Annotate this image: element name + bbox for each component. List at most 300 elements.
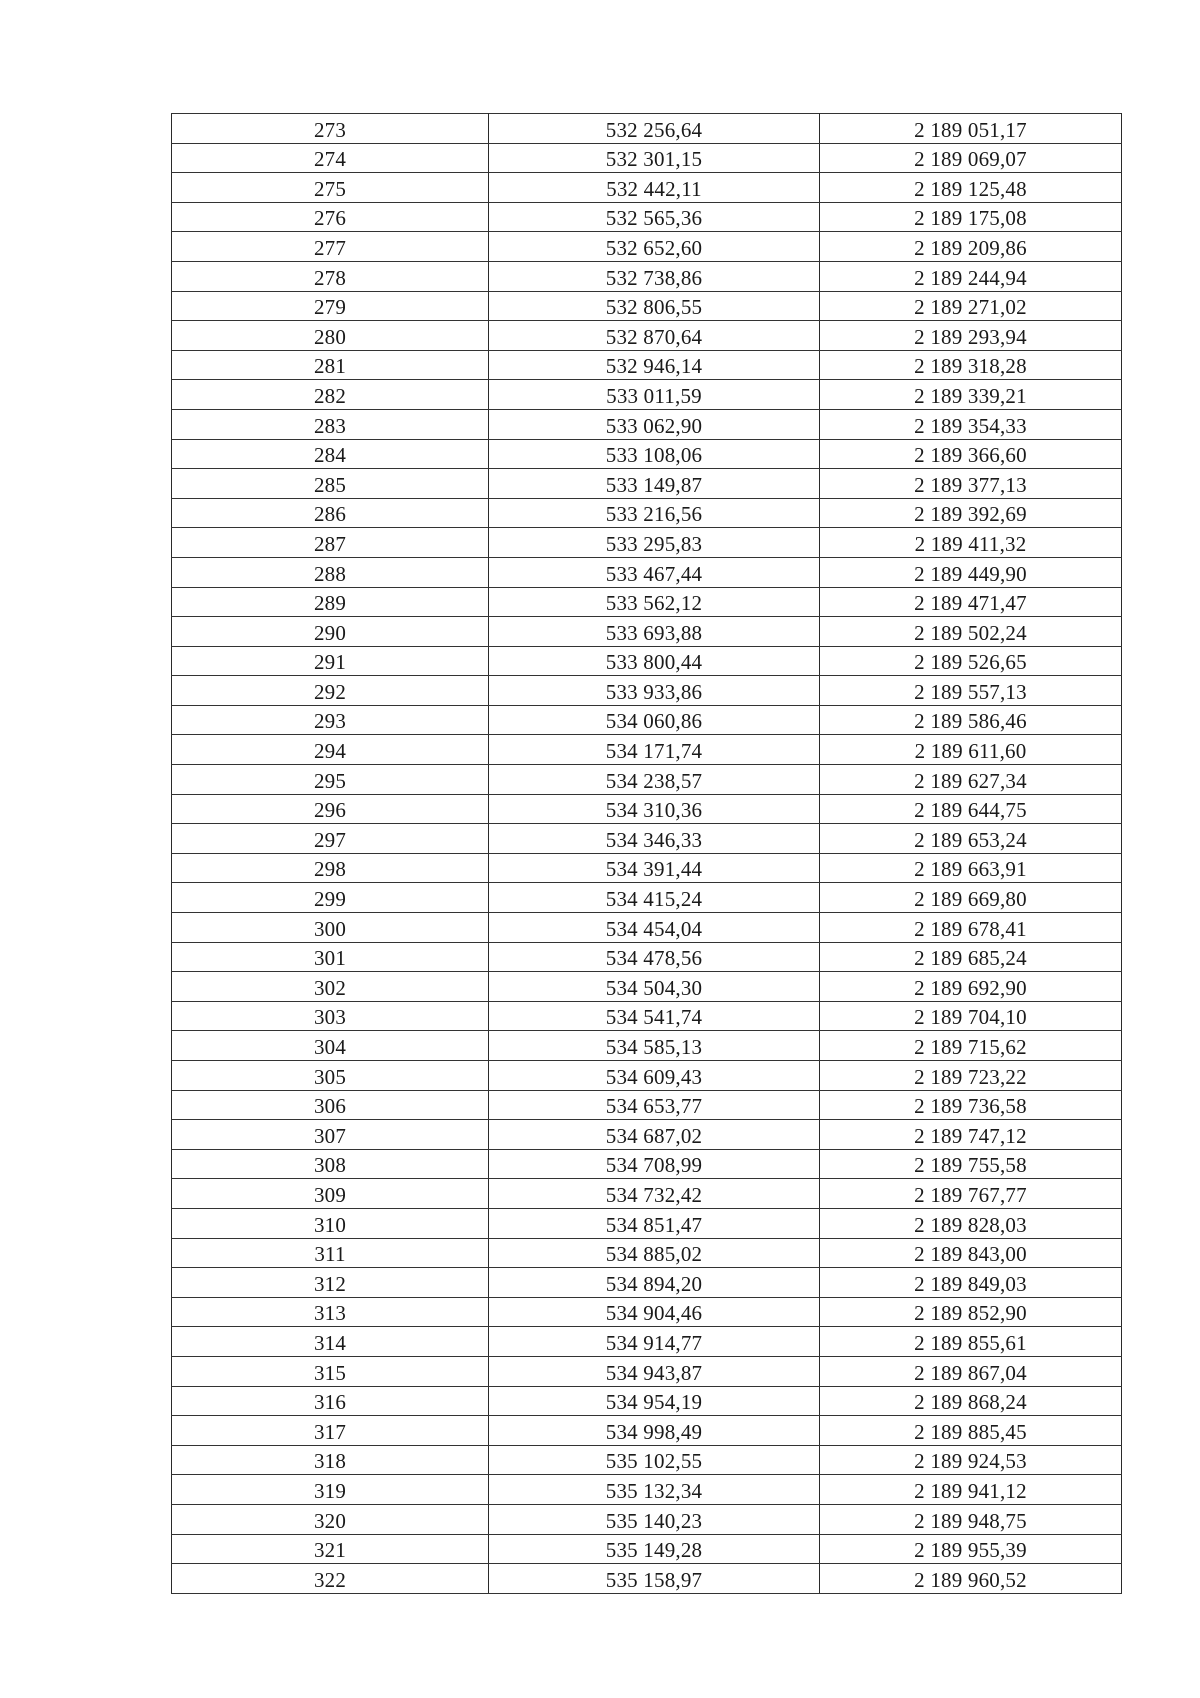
point-number-cell — [172, 1268, 489, 1298]
table-row — [172, 143, 1122, 173]
x-coordinate-cell — [489, 705, 820, 735]
cell-text: 319 — [313, 1478, 347, 1503]
point-number-cell — [172, 853, 489, 883]
point-number-cell — [172, 498, 489, 528]
x-coordinate-cell — [489, 232, 820, 262]
y-coordinate-cell — [820, 1120, 1122, 1150]
x-coordinate-cell — [489, 1090, 820, 1120]
x-coordinate-cell — [489, 261, 820, 291]
cell-text: 314 — [313, 1330, 347, 1355]
table-row — [172, 972, 1122, 1002]
point-number-cell — [172, 1297, 489, 1327]
x-coordinate-cell — [489, 1208, 820, 1238]
cell-text: 307 — [313, 1123, 347, 1148]
table-row — [172, 1416, 1122, 1446]
cell-text: 2 189 855,61 — [914, 1330, 1027, 1355]
point-number-cell — [172, 794, 489, 824]
cell-text: 534 687,02 — [605, 1123, 703, 1148]
y-coordinate-cell — [820, 557, 1122, 587]
table-row — [172, 1564, 1122, 1594]
cell-text: 532 565,36 — [605, 206, 703, 231]
point-number-cell — [172, 557, 489, 587]
cell-text: 313 — [313, 1301, 347, 1326]
cell-text: 534 504,30 — [605, 975, 703, 1000]
point-number-cell — [172, 617, 489, 647]
cell-text: 321 — [313, 1538, 347, 1563]
x-coordinate-cell — [489, 735, 820, 765]
y-coordinate-cell — [820, 1268, 1122, 1298]
y-coordinate-cell — [820, 824, 1122, 854]
y-coordinate-cell — [820, 1386, 1122, 1416]
cell-text: 2 189 366,60 — [914, 443, 1027, 468]
x-coordinate-cell — [489, 143, 820, 173]
coordinates-table-body — [172, 114, 1122, 1594]
table-row — [172, 913, 1122, 943]
x-coordinate-cell — [489, 1534, 820, 1564]
cell-text: 534 851,47 — [605, 1212, 703, 1237]
y-coordinate-cell — [820, 972, 1122, 1002]
cell-text: 299 — [313, 887, 347, 912]
cell-text: 532 870,64 — [605, 324, 703, 349]
cell-text: 2 189 755,58 — [914, 1153, 1027, 1178]
cell-text: 535 149,28 — [605, 1538, 703, 1563]
x-coordinate-cell — [489, 1356, 820, 1386]
cell-text: 318 — [313, 1449, 347, 1474]
y-coordinate-cell — [820, 913, 1122, 943]
y-coordinate-cell — [820, 350, 1122, 380]
y-coordinate-cell — [820, 173, 1122, 203]
cell-text: 535 132,34 — [605, 1478, 703, 1503]
x-coordinate-cell — [489, 883, 820, 913]
y-coordinate-cell — [820, 1001, 1122, 1031]
cell-text: 2 189 411,32 — [914, 531, 1027, 556]
table-row — [172, 1031, 1122, 1061]
point-number-cell — [172, 321, 489, 351]
point-number-cell — [172, 291, 489, 321]
y-coordinate-cell — [820, 1090, 1122, 1120]
cell-text: 294 — [313, 739, 347, 764]
x-coordinate-cell — [489, 1061, 820, 1091]
cell-text: 533 693,88 — [605, 620, 703, 645]
x-coordinate-cell — [489, 321, 820, 351]
cell-text: 2 189 209,86 — [914, 235, 1027, 260]
y-coordinate-cell — [820, 321, 1122, 351]
table-row — [172, 824, 1122, 854]
table-row — [172, 528, 1122, 558]
cell-text: 295 — [313, 768, 347, 793]
cell-text: 534 391,44 — [605, 857, 703, 882]
x-coordinate-cell — [489, 853, 820, 883]
cell-text: 2 189 955,39 — [914, 1538, 1027, 1563]
cell-text: 534 238,57 — [605, 768, 703, 793]
cell-text: 297 — [313, 827, 347, 852]
x-coordinate-cell — [489, 1564, 820, 1594]
cell-text: 316 — [313, 1390, 347, 1415]
cell-text: 532 946,14 — [605, 354, 703, 379]
cell-text: 283 — [313, 413, 347, 438]
cell-text: 2 189 723,22 — [914, 1064, 1027, 1089]
cell-text: 2 189 715,62 — [914, 1035, 1027, 1059]
table-row — [172, 291, 1122, 321]
cell-text: 532 256,64 — [605, 117, 703, 142]
point-number-cell — [172, 1445, 489, 1475]
point-number-cell — [172, 824, 489, 854]
table-row — [172, 1001, 1122, 1031]
cell-text: 2 189 678,41 — [914, 916, 1027, 941]
cell-text: 534 894,20 — [605, 1271, 703, 1296]
y-coordinate-cell — [820, 1149, 1122, 1179]
cell-text: 282 — [313, 383, 347, 408]
y-coordinate-cell — [820, 794, 1122, 824]
cell-text: 2 189 069,07 — [914, 147, 1027, 172]
cell-text: 2 189 586,46 — [914, 709, 1027, 734]
cell-text: 2 189 244,94 — [914, 265, 1027, 290]
y-coordinate-cell — [820, 942, 1122, 972]
cell-text: 533 149,87 — [605, 472, 703, 497]
cell-text: 304 — [313, 1035, 347, 1059]
cell-text: 535 158,97 — [605, 1567, 703, 1592]
point-number-cell — [172, 587, 489, 617]
table-row — [172, 1208, 1122, 1238]
cell-text: 2 189 852,90 — [914, 1301, 1027, 1326]
cell-text: 2 189 653,24 — [914, 827, 1027, 852]
cell-text: 535 102,55 — [605, 1449, 703, 1474]
x-coordinate-cell — [489, 557, 820, 587]
cell-text: 2 189 271,02 — [914, 295, 1027, 320]
table-row — [172, 1356, 1122, 1386]
table-row — [172, 765, 1122, 795]
table-row — [172, 646, 1122, 676]
cell-text: 273 — [313, 117, 347, 142]
y-coordinate-cell — [820, 705, 1122, 735]
cell-text: 2 189 669,80 — [914, 887, 1027, 912]
cell-text: 534 585,13 — [605, 1035, 703, 1059]
y-coordinate-cell — [820, 469, 1122, 499]
point-number-cell — [172, 114, 489, 144]
cell-text: 287 — [313, 531, 347, 556]
table-row — [172, 1090, 1122, 1120]
point-number-cell — [172, 676, 489, 706]
cell-text: 534 609,43 — [605, 1064, 703, 1089]
x-coordinate-cell — [489, 1149, 820, 1179]
cell-text: 2 189 747,12 — [914, 1123, 1027, 1148]
y-coordinate-cell — [820, 498, 1122, 528]
y-coordinate-cell — [820, 439, 1122, 469]
x-coordinate-cell — [489, 1327, 820, 1357]
x-coordinate-cell — [489, 1031, 820, 1061]
table-row — [172, 232, 1122, 262]
cell-text: 276 — [313, 206, 347, 231]
x-coordinate-cell — [489, 972, 820, 1002]
cell-text: 292 — [313, 679, 347, 704]
cell-text: 2 189 377,13 — [914, 472, 1027, 497]
point-number-cell — [172, 469, 489, 499]
cell-text: 534 541,74 — [605, 1005, 703, 1030]
table-row — [172, 676, 1122, 706]
x-coordinate-cell — [489, 1504, 820, 1534]
cell-text: 534 708,99 — [605, 1153, 703, 1178]
y-coordinate-cell — [820, 1179, 1122, 1209]
x-coordinate-cell — [489, 380, 820, 410]
table-row — [172, 942, 1122, 972]
cell-text: 310 — [313, 1212, 347, 1237]
table-row — [172, 1061, 1122, 1091]
table-row — [172, 794, 1122, 824]
y-coordinate-cell — [820, 1297, 1122, 1327]
cell-text: 2 189 663,91 — [914, 857, 1027, 882]
cell-text: 533 933,86 — [605, 679, 703, 704]
point-number-cell — [172, 1179, 489, 1209]
cell-text: 2 189 843,00 — [914, 1242, 1027, 1267]
y-coordinate-cell — [820, 143, 1122, 173]
y-coordinate-cell — [820, 202, 1122, 232]
cell-text: 315 — [313, 1360, 347, 1385]
cell-text: 534 954,19 — [605, 1390, 703, 1415]
x-coordinate-cell — [489, 1416, 820, 1446]
cell-text: 532 652,60 — [605, 235, 703, 260]
cell-text: 2 189 611,60 — [914, 739, 1027, 764]
cell-text: 322 — [313, 1567, 347, 1592]
cell-text: 2 189 948,75 — [914, 1508, 1027, 1533]
table-row — [172, 705, 1122, 735]
cell-text: 284 — [313, 443, 347, 468]
cell-text: 534 914,77 — [605, 1330, 703, 1355]
point-number-cell — [172, 1416, 489, 1446]
cell-text: 2 189 175,08 — [914, 206, 1027, 231]
point-number-cell — [172, 765, 489, 795]
cell-text: 2 189 125,48 — [914, 176, 1027, 201]
y-coordinate-cell — [820, 291, 1122, 321]
y-coordinate-cell — [820, 1356, 1122, 1386]
cell-text: 2 189 339,21 — [914, 383, 1027, 408]
y-coordinate-cell — [820, 617, 1122, 647]
x-coordinate-cell — [489, 114, 820, 144]
cell-text: 2 189 736,58 — [914, 1094, 1027, 1119]
x-coordinate-cell — [489, 350, 820, 380]
cell-text: 2 189 557,13 — [914, 679, 1027, 704]
cell-text: 534 346,33 — [605, 827, 703, 852]
table-row — [172, 1238, 1122, 1268]
x-coordinate-cell — [489, 676, 820, 706]
point-number-cell — [172, 1386, 489, 1416]
cell-text: 2 189 526,65 — [914, 650, 1027, 675]
y-coordinate-cell — [820, 735, 1122, 765]
y-coordinate-cell — [820, 1504, 1122, 1534]
cell-text: 534 171,74 — [605, 739, 703, 764]
x-coordinate-cell — [489, 824, 820, 854]
table-row — [172, 853, 1122, 883]
cell-text: 288 — [313, 561, 347, 586]
x-coordinate-cell — [489, 794, 820, 824]
y-coordinate-cell — [820, 587, 1122, 617]
x-coordinate-cell — [489, 913, 820, 943]
cell-text: 533 062,90 — [605, 413, 703, 438]
x-coordinate-cell — [489, 1386, 820, 1416]
y-coordinate-cell — [820, 1061, 1122, 1091]
cell-text: 534 943,87 — [605, 1360, 703, 1385]
point-number-cell — [172, 1534, 489, 1564]
x-coordinate-cell — [489, 202, 820, 232]
point-number-cell — [172, 972, 489, 1002]
point-number-cell — [172, 232, 489, 262]
cell-text: 309 — [313, 1182, 347, 1207]
cell-text: 2 189 849,03 — [914, 1271, 1027, 1296]
point-number-cell — [172, 942, 489, 972]
cell-text: 533 800,44 — [605, 650, 703, 675]
point-number-cell — [172, 705, 489, 735]
x-coordinate-cell — [489, 469, 820, 499]
table-row — [172, 1445, 1122, 1475]
x-coordinate-cell — [489, 1120, 820, 1150]
cell-text: 301 — [313, 946, 347, 971]
point-number-cell — [172, 409, 489, 439]
y-coordinate-cell — [820, 1564, 1122, 1594]
cell-text: 2 189 685,24 — [914, 946, 1027, 971]
point-number-cell — [172, 528, 489, 558]
cell-text: 285 — [313, 472, 347, 497]
x-coordinate-cell — [489, 1445, 820, 1475]
cell-text: 2 189 960,52 — [914, 1567, 1027, 1592]
point-number-cell — [172, 1149, 489, 1179]
table-row — [172, 350, 1122, 380]
cell-text: 275 — [313, 176, 347, 201]
cell-text: 302 — [313, 975, 347, 1000]
cell-text: 533 562,12 — [605, 591, 703, 616]
cell-text: 2 189 767,77 — [914, 1182, 1027, 1207]
cell-text: 281 — [313, 354, 347, 379]
cell-text: 532 442,11 — [606, 176, 702, 201]
cell-text: 535 140,23 — [605, 1508, 703, 1533]
cell-text: 2 189 051,17 — [914, 117, 1027, 142]
cell-text: 2 189 627,34 — [914, 768, 1027, 793]
cell-text: 308 — [313, 1153, 347, 1178]
table-row — [172, 617, 1122, 647]
cell-text: 2 189 941,12 — [914, 1478, 1027, 1503]
cell-text: 534 998,49 — [605, 1419, 703, 1444]
cell-text: 293 — [313, 709, 347, 734]
table-row — [172, 380, 1122, 410]
cell-text: 274 — [313, 147, 347, 172]
x-coordinate-cell — [489, 1001, 820, 1031]
point-number-cell — [172, 883, 489, 913]
cell-text: 534 310,36 — [605, 798, 703, 823]
table-row — [172, 1120, 1122, 1150]
cell-text: 2 189 644,75 — [914, 798, 1027, 823]
y-coordinate-cell — [820, 676, 1122, 706]
x-coordinate-cell — [489, 587, 820, 617]
cell-text: 533 216,56 — [605, 502, 703, 527]
cell-text: 534 732,42 — [605, 1182, 703, 1207]
cell-text: 280 — [313, 324, 347, 349]
table-row — [172, 1327, 1122, 1357]
y-coordinate-cell — [820, 765, 1122, 795]
cell-text: 298 — [313, 857, 347, 882]
point-number-cell — [172, 1120, 489, 1150]
table-row — [172, 202, 1122, 232]
y-coordinate-cell — [820, 232, 1122, 262]
x-coordinate-cell — [489, 291, 820, 321]
table-row — [172, 1268, 1122, 1298]
point-number-cell — [172, 380, 489, 410]
x-coordinate-cell — [489, 498, 820, 528]
table-row — [172, 409, 1122, 439]
cell-text: 289 — [313, 591, 347, 616]
y-coordinate-cell — [820, 646, 1122, 676]
cell-text: 306 — [313, 1094, 347, 1119]
cell-text: 291 — [313, 650, 347, 675]
cell-text: 2 189 867,04 — [914, 1360, 1027, 1385]
y-coordinate-cell — [820, 409, 1122, 439]
cell-text: 533 295,83 — [605, 531, 703, 556]
point-number-cell — [172, 1001, 489, 1031]
point-number-cell — [172, 261, 489, 291]
y-coordinate-cell — [820, 1534, 1122, 1564]
y-coordinate-cell — [820, 261, 1122, 291]
point-number-cell — [172, 1504, 489, 1534]
y-coordinate-cell — [820, 1475, 1122, 1505]
table-row — [172, 587, 1122, 617]
table-row — [172, 114, 1122, 144]
y-coordinate-cell — [820, 528, 1122, 558]
x-coordinate-cell — [489, 1475, 820, 1505]
cell-text: 286 — [313, 502, 347, 527]
table-row — [172, 321, 1122, 351]
cell-text: 312 — [313, 1271, 347, 1296]
x-coordinate-cell — [489, 1179, 820, 1209]
cell-text: 2 189 502,24 — [914, 620, 1027, 645]
table-row — [172, 1534, 1122, 1564]
table-row — [172, 1179, 1122, 1209]
cell-text: 2 189 449,90 — [914, 561, 1027, 586]
y-coordinate-cell — [820, 883, 1122, 913]
table-row — [172, 498, 1122, 528]
table-row — [172, 735, 1122, 765]
x-coordinate-cell — [489, 1268, 820, 1298]
cell-text: 2 189 471,47 — [914, 591, 1027, 616]
cell-text: 2 189 885,45 — [914, 1419, 1027, 1444]
x-coordinate-cell — [489, 173, 820, 203]
x-coordinate-cell — [489, 1238, 820, 1268]
cell-text: 2 189 293,94 — [914, 324, 1027, 349]
y-coordinate-cell — [820, 114, 1122, 144]
table-row — [172, 261, 1122, 291]
point-number-cell — [172, 1564, 489, 1594]
table-row — [172, 439, 1122, 469]
cell-text: 2 189 704,10 — [914, 1005, 1027, 1030]
x-coordinate-cell — [489, 409, 820, 439]
point-number-cell — [172, 1061, 489, 1091]
cell-text: 2 189 828,03 — [914, 1212, 1027, 1237]
table-row — [172, 1475, 1122, 1505]
y-coordinate-cell — [820, 1445, 1122, 1475]
cell-text: 534 478,56 — [605, 946, 703, 971]
x-coordinate-cell — [489, 942, 820, 972]
point-number-cell — [172, 735, 489, 765]
x-coordinate-cell — [489, 617, 820, 647]
cell-text: 277 — [313, 235, 347, 260]
point-number-cell — [172, 173, 489, 203]
coordinates-table — [171, 113, 1122, 1594]
point-number-cell — [172, 1090, 489, 1120]
cell-text: 532 301,15 — [605, 147, 703, 172]
point-number-cell — [172, 202, 489, 232]
cell-text: 534 415,24 — [605, 887, 703, 912]
table-row — [172, 1149, 1122, 1179]
cell-text: 534 904,46 — [605, 1301, 703, 1326]
cell-text: 2 189 692,90 — [914, 975, 1027, 1000]
cell-text: 2 189 924,53 — [914, 1449, 1027, 1474]
cell-text: 533 108,06 — [605, 443, 703, 468]
